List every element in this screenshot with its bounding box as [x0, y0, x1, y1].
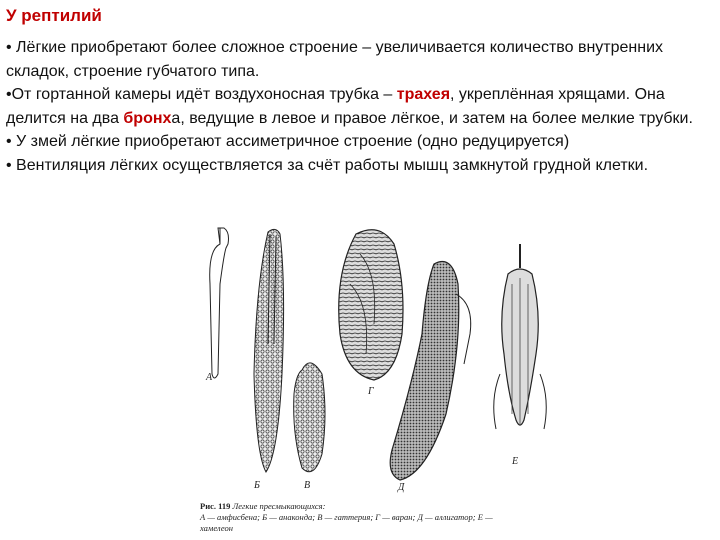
label-a: А: [206, 372, 213, 383]
figure-caption: [200, 501, 550, 534]
term-bronchus: бронх: [123, 109, 172, 127]
bullet-trachea: [6, 83, 716, 130]
caption-line-3: хамелеон: [200, 523, 233, 533]
bullet-lungs-structure: • Лёгкие приобретают более сложное строение – увеличивается количество внутренних складок, строение губчатого типа.: [6, 39, 664, 80]
lung-v-tuatara: [294, 363, 325, 472]
bullet-trachea-mid: , укреплённая хрящами. Она делится на два: [6, 86, 665, 127]
bullet-trachea-pre: •От гортанной камеры идёт воздухоносная трубка –: [6, 86, 397, 103]
caption-line-2: А — амфисбена; Б — анаконда; В — гаттерия; Г — варан; Д — аллигатор; Е —: [200, 512, 493, 522]
reptile-lungs-figure: [190, 224, 550, 540]
label-v: В: [304, 480, 311, 491]
label-b: Б: [254, 480, 260, 491]
caption-figure-number: Рис. 119: [200, 501, 231, 511]
bullet-snakes: • У змей лёгкие приобретают ассиметричное строение (одно редуцируется): [6, 133, 570, 150]
lung-a-amphisbaena: [210, 228, 229, 378]
lungs-illustration: [190, 224, 550, 504]
slide-title: У рептилий: [6, 6, 102, 25]
lung-b-anaconda: [254, 229, 284, 472]
term-trachea: трахея: [396, 86, 451, 103]
label-d: Д: [398, 482, 405, 493]
body-text: [6, 36, 716, 177]
lung-e-chameleon: [494, 244, 547, 429]
bullet-ventilation: • Вентиляция лёгких осуществляется за счёт работы мышц замкнутой грудной клетки.: [6, 156, 649, 174]
label-g: Г: [368, 386, 374, 397]
caption-line-1: [200, 501, 550, 512]
label-e: Е: [512, 456, 519, 467]
bullet-trachea-post: а, ведущие в левое и правое лёгкое, и затем на более мелкие трубки.: [171, 109, 693, 127]
lung-g-varan: [339, 230, 403, 380]
caption-title: Легкие пресмыкающихся:: [232, 501, 326, 511]
